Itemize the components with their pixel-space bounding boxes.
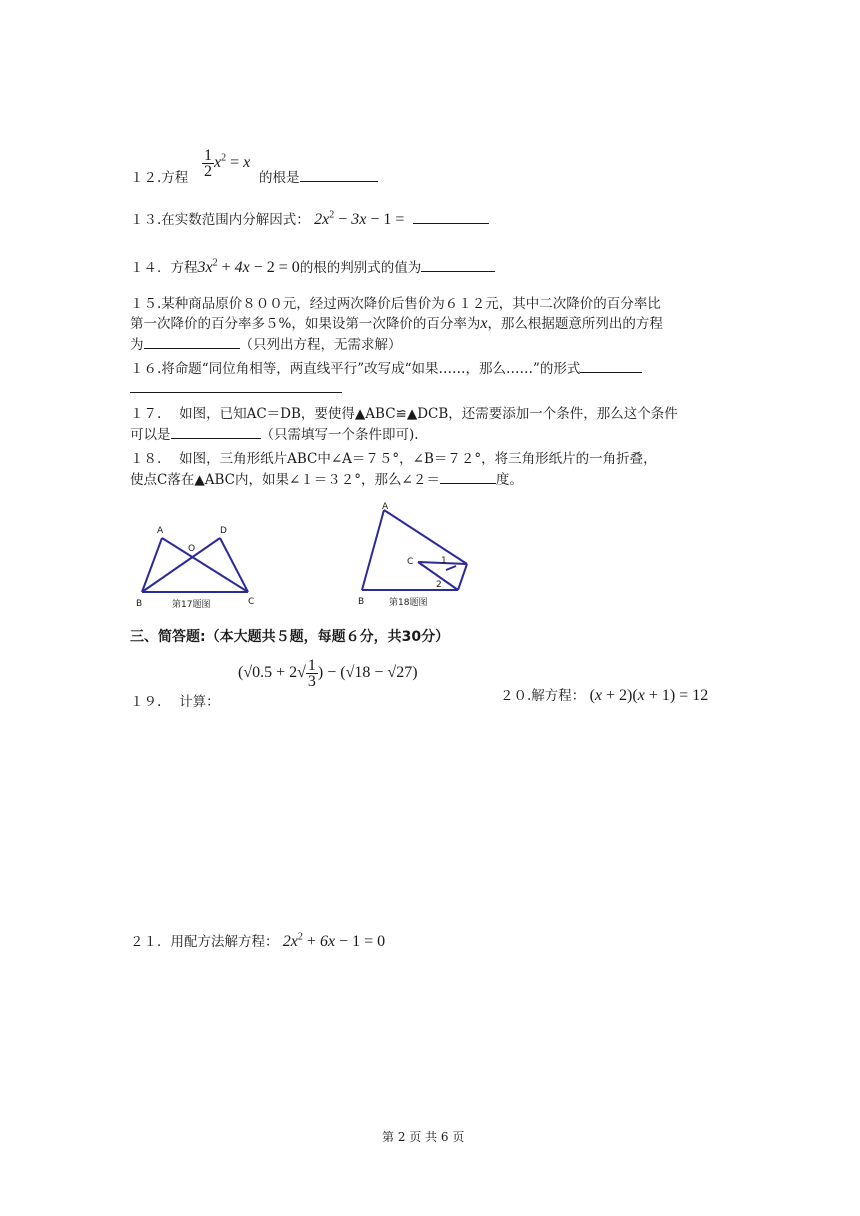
q21-equation: $2x^2 + 6x - 1 = 0$ [282, 931, 386, 950]
q15-line2a: 第一次降价的百分率多５%，如果设第一次降价的百分率为 [130, 316, 481, 332]
page-footer: 第 2 页 共 6 页 [382, 1130, 465, 1144]
fig17-label-a: A [157, 526, 164, 536]
q12 [130, 166, 188, 186]
q13 [130, 208, 489, 229]
q16-answer-blank-2[interactable] [130, 378, 342, 393]
q15-line2 [130, 312, 663, 333]
q18-answer-blank[interactable] [440, 469, 496, 484]
fig18-label-c: C [407, 557, 414, 567]
q12-tail [259, 166, 378, 186]
q15-answer-blank[interactable] [144, 334, 240, 349]
q20-label: ２０.解方程： [500, 688, 586, 704]
q15-line3b: （只列出方程，无需求解） [239, 337, 402, 353]
fig18-caption: 第18题图 [389, 598, 428, 608]
q17-answer-blank[interactable] [171, 424, 261, 439]
fig18-label-2: 2 [436, 580, 442, 590]
q12-label: １２.方程 [130, 170, 189, 186]
q16-line1 [130, 357, 642, 377]
q13-label: １３.在实数范围内分解因式： [130, 212, 310, 228]
q17-line2a: 可以是 [130, 427, 171, 443]
fig18-segment-fold-1 [458, 564, 467, 590]
fig18-segment-ab [362, 510, 384, 590]
q14-tail: 的根的判别式的值为 [299, 260, 422, 276]
fig18-segment-inner [446, 566, 456, 570]
q16-answer-blank-1[interactable] [580, 358, 642, 373]
section3-heading: 三、简答题:（本大题共５题，每题６分，共30分） [130, 629, 450, 645]
q14-expression: $3x^2 + 4x - 2 = 0$ [197, 257, 300, 276]
fig17-label-b: B [136, 599, 143, 609]
q18-line2 [130, 468, 523, 488]
fig17-label-c: C [248, 597, 255, 607]
q15-variable: x [480, 315, 488, 332]
q18-line1: １８. 如图，三角形纸片ABC中∠A＝７５°，∠B＝７２°，将三角形纸片的一角折叠， [130, 451, 657, 467]
q12-fraction-equation: $\frac{1}{2}$ $x^2 = x$ [204, 147, 251, 180]
fig17-caption: 第17题图 [172, 600, 211, 610]
q14-answer-blank[interactable] [421, 257, 495, 272]
fig18-label-b: B [358, 597, 365, 607]
q20 [500, 684, 708, 705]
q15-line1: １５.某种商品原价８００元，经过两次降价后售价为６１２元，其中二次降价的百分率比 [130, 296, 661, 312]
fig18-label-1: 1 [441, 556, 447, 566]
q17-line2b: （只需填写一个条件即可). [260, 427, 419, 443]
fig18-label-a: A [382, 502, 389, 512]
fig17-segment-db [142, 538, 220, 592]
q19-label: １９. 计算： [130, 694, 220, 710]
fig17-label-o: O [188, 544, 196, 554]
fig17-label-d: D [220, 526, 227, 536]
q15-line2b: ，那么根据题意所列出的方程 [487, 316, 663, 332]
q18-line2a: 使点C落在▲ABC内，如果∠１＝３２°，那么∠２＝ [130, 472, 440, 488]
q17-line2 [130, 423, 419, 443]
q18-line2b: 度。 [495, 472, 523, 488]
q21-label: ２１．用配方法解方程： [130, 934, 279, 950]
q14-label: １４．方程 [130, 260, 198, 276]
q13-expression: $2x^2 - 3x - 1$ = [314, 209, 405, 228]
q17-line1: １７. 如图，已知AC＝DB，要使得▲ABC≌▲DCB，还需要添加一个条件，那么这个条件 [130, 406, 678, 422]
q12-answer-blank[interactable] [300, 167, 378, 182]
q13-answer-blank[interactable] [413, 209, 489, 224]
q15-line3 [130, 333, 402, 353]
q15-line3a: 为 [130, 337, 144, 353]
q20-equation: (x + 2)(x + 1) = 12 [589, 687, 709, 704]
q19-expression: (√0.5 + 2√ $\frac{1}{3}$ ) − (√18 − √27) [238, 657, 418, 690]
q16-text: １６.将命题“同位角相等，两直线平行”改写成“如果……，那么……”的形式 [130, 361, 581, 377]
fig18-segment-a-fold [384, 510, 467, 564]
q21 [130, 930, 385, 951]
q14 [130, 256, 495, 277]
q12-tail-text: 的根是 [259, 170, 300, 186]
figure-17 [130, 520, 270, 612]
figure-18 [352, 500, 482, 612]
